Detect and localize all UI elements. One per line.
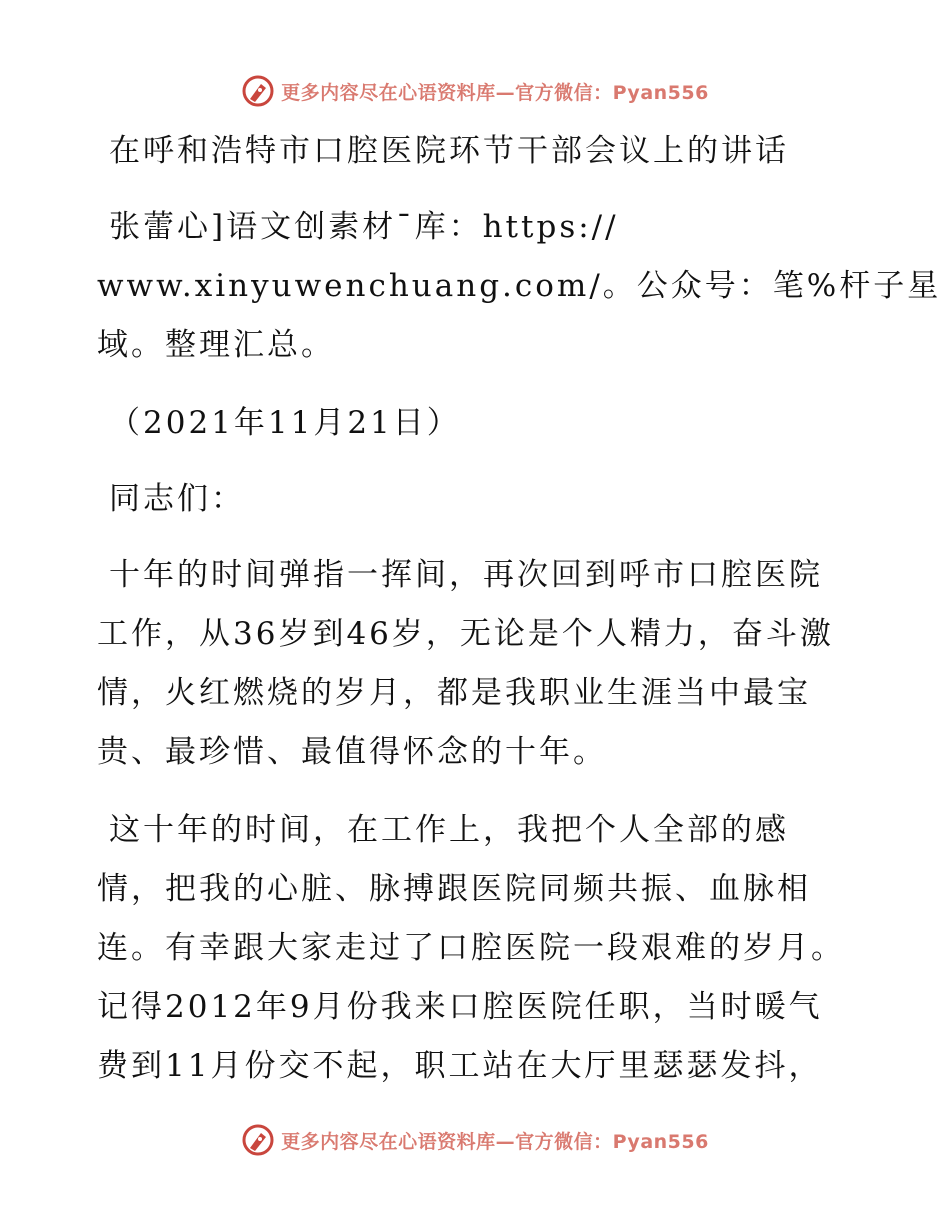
paragraph-line: 情，把我的心脏、脉搏跟医院同频共振、血脉相 — [97, 871, 811, 907]
pen-nib-logo-icon — [241, 74, 275, 108]
paragraph-line: 情，火红燃烧的岁月，都是我职业生涯当中最宝 — [97, 675, 811, 711]
paragraph-line: 贵、最珍惜、最值得怀念的十年。 — [97, 734, 607, 770]
header-watermark — [0, 71, 950, 111]
date-text: （2021年11月21日） — [109, 405, 461, 441]
paragraph-line: 连。有幸跟大家走过了口腔医院一段艰难的岁月。 — [97, 930, 845, 966]
source-line: 张蕾心]语文创素材¯库：https:// — [109, 209, 619, 245]
watermark-text: 更多内容尽在心语资料库—官方微信：Pyan556 — [281, 81, 709, 104]
document-title — [97, 122, 857, 181]
speech-date — [97, 394, 857, 453]
source-line: www.xinyuwenchuang.com/。公众号：笔%杆子星 — [97, 268, 942, 304]
paragraph-line: 记得2012年9月份我来口腔医院任职，当时暖气 — [97, 989, 823, 1025]
paragraph-line: 这十年的时间，在工作上，我把个人全部的感 — [109, 812, 789, 848]
paragraph-2 — [97, 801, 857, 1096]
watermark-text: 更多内容尽在心语资料库—官方微信：Pyan556 — [281, 1130, 709, 1153]
paragraph-line: 十年的时间弹指一挥间，再次回到呼市口腔医院 — [109, 557, 823, 593]
source-note — [97, 198, 942, 375]
paragraph-1 — [97, 546, 857, 782]
source-line: 域。整理汇总。 — [97, 327, 335, 363]
paragraph-line: 费到11月份交不起，职工站在大厅里瑟瑟发抖， — [97, 1048, 823, 1084]
salutation — [97, 470, 857, 529]
salutation-text: 同志们： — [109, 481, 245, 517]
document-body — [97, 122, 942, 1096]
pen-nib-logo-icon — [241, 1123, 275, 1157]
paragraph-line: 工作，从36岁到46岁，无论是个人精力，奋斗激 — [97, 616, 834, 652]
title-text: 在呼和浩特市口腔医院环节干部会议上的讲话 — [109, 133, 789, 169]
footer-watermark — [0, 1120, 950, 1160]
